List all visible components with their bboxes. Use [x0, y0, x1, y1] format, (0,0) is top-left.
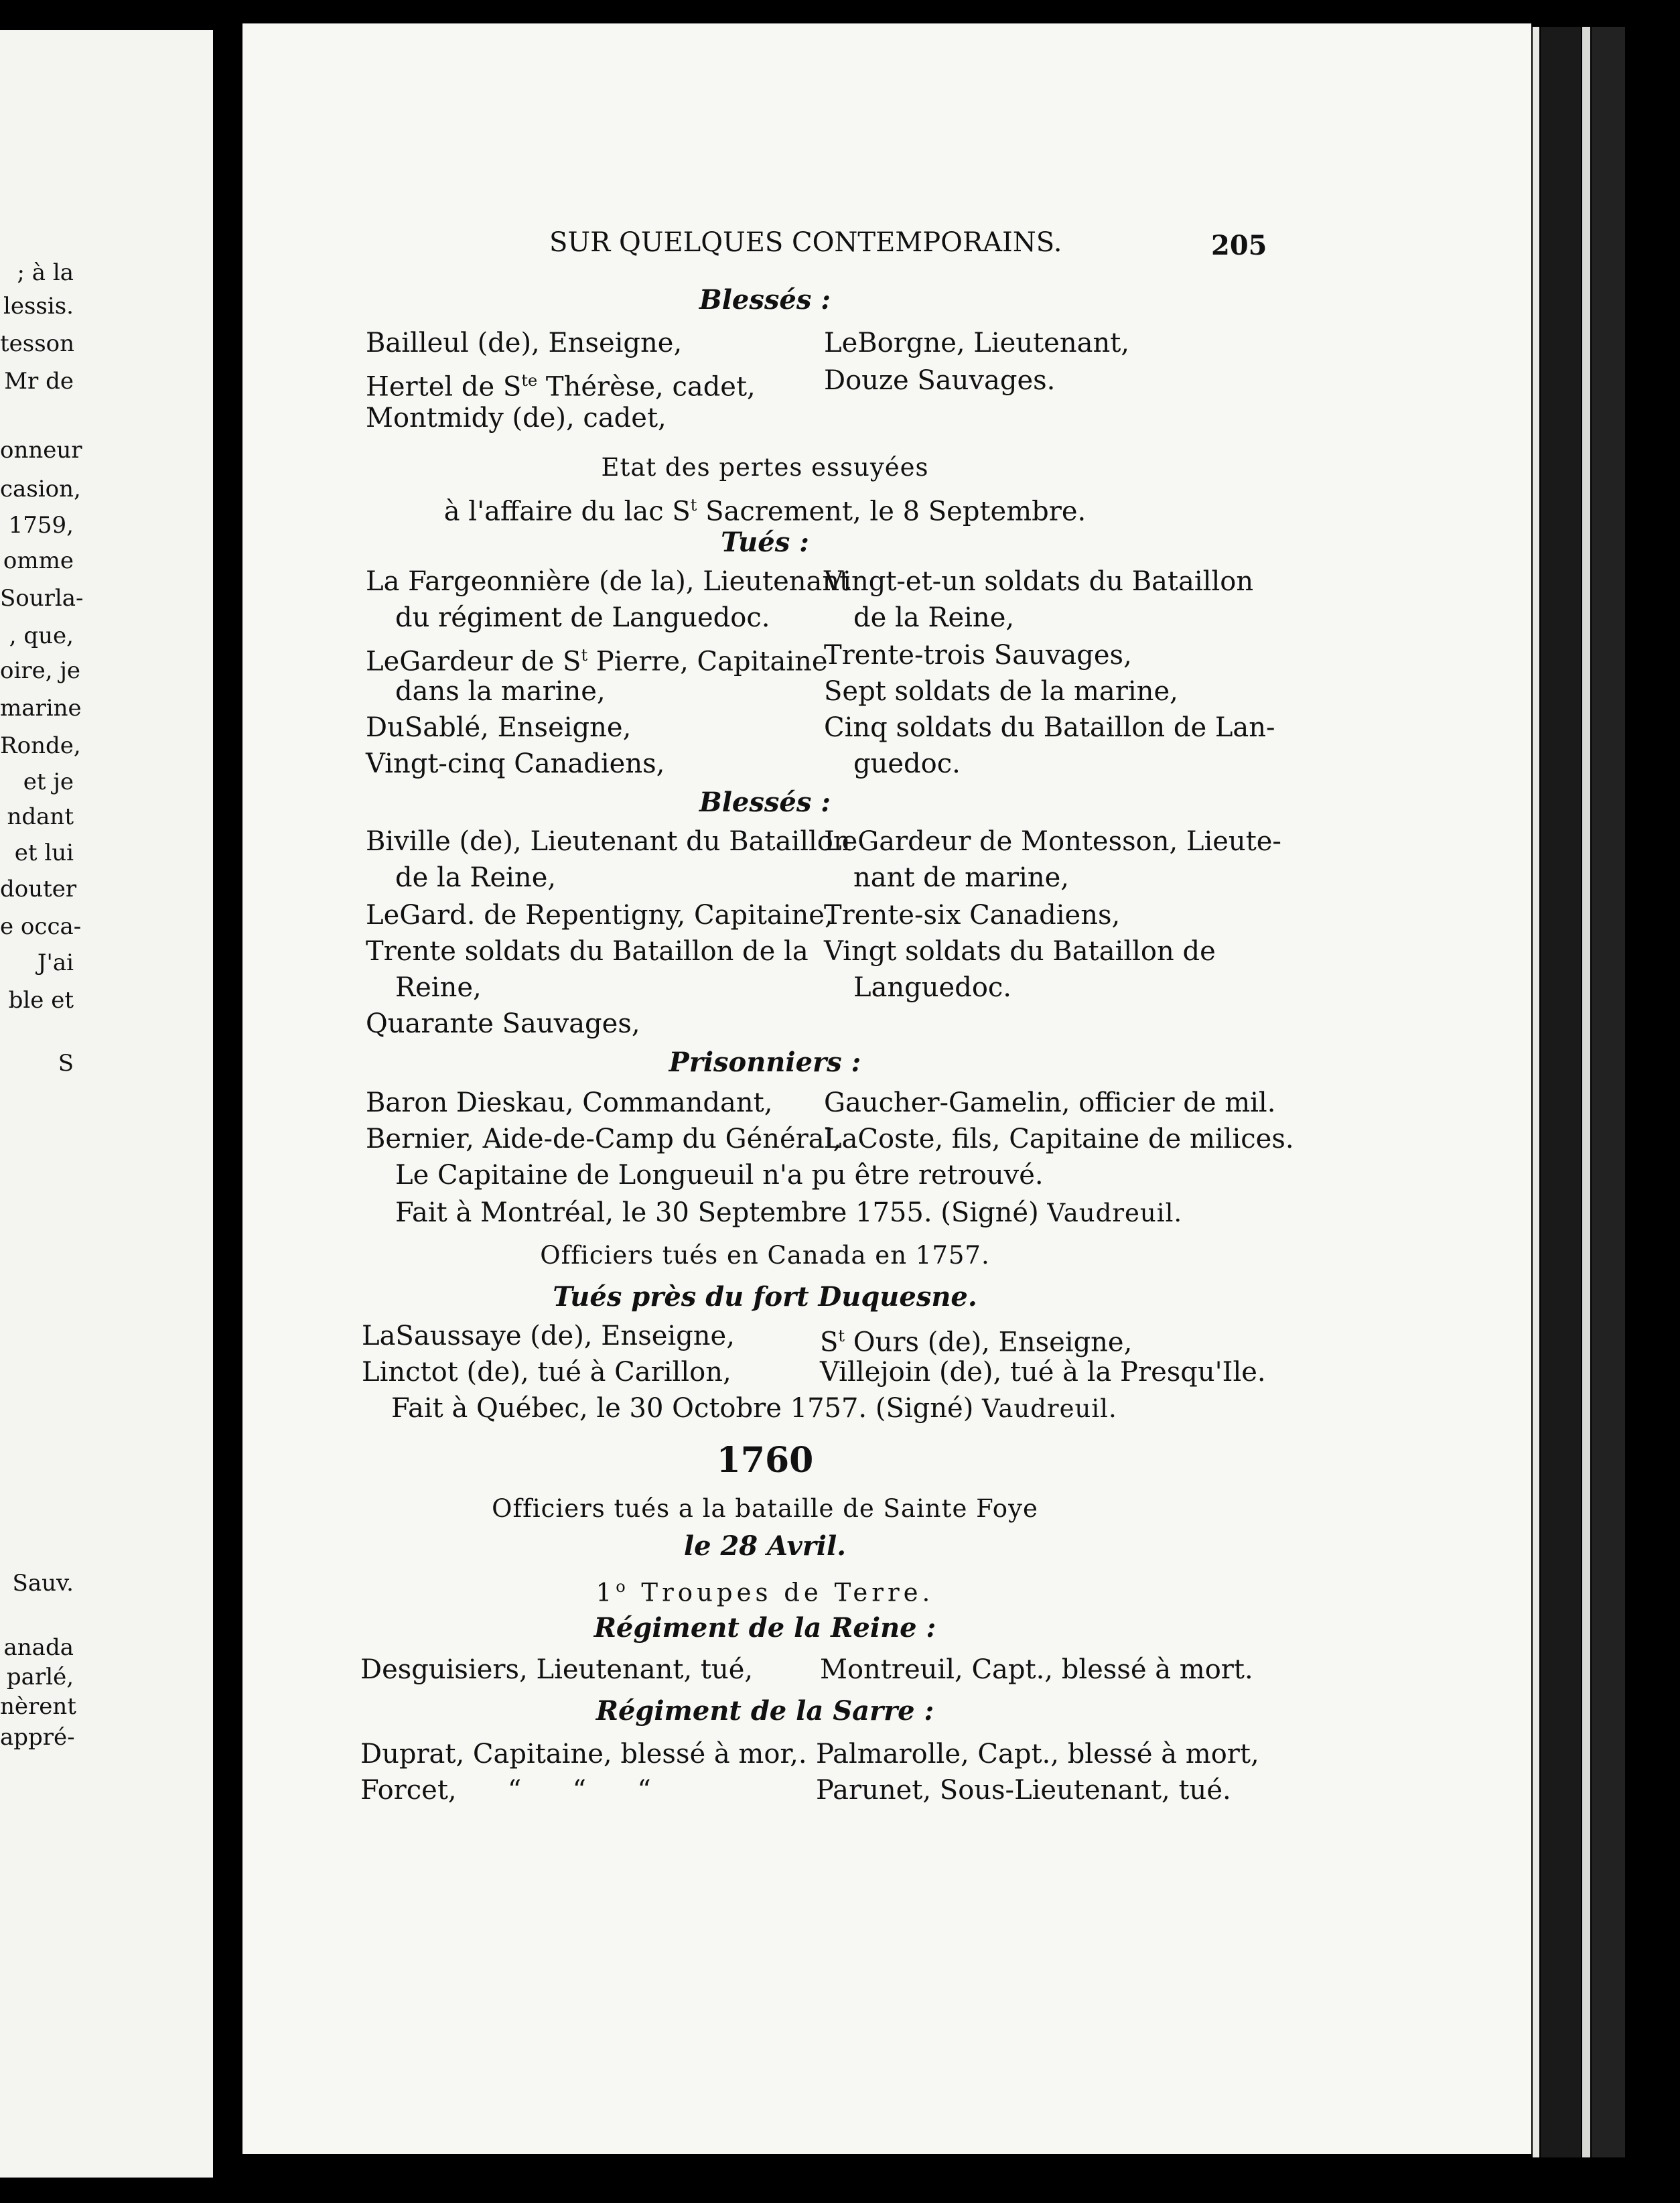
entry: nant de marine,	[853, 862, 1069, 893]
left-page-text-fragment: ble et	[8, 987, 74, 1014]
signature-note: Fait à Montréal, le 30 Septembre 1755. (Signé) Vaudreuil.	[395, 1197, 1183, 1228]
left-page-text-fragment: ndant	[7, 803, 74, 830]
regiment-heading: Régiment de la Sarre :	[596, 1695, 934, 1727]
signature-note: Fait à Québec, le 30 Octobre 1757. (Signé) Vaudreuil.	[391, 1393, 1117, 1424]
entry: LaSaussaye (de), Enseigne,	[362, 1321, 735, 1351]
note: Le Capitaine de Longueuil n'a pu être retrouvé.	[395, 1160, 1044, 1191]
troupes-heading: 1$^o$ Troupes de Terre.	[596, 1577, 934, 1607]
running-title: SUR QUELQUES CONTEMPORAINS.	[549, 227, 1062, 258]
entry: La Fargeonnière (de la), Lieutenant	[366, 566, 851, 597]
entry: Sept soldats de la marine,	[824, 676, 1178, 707]
entry: Trente-trois Sauvages,	[824, 640, 1132, 671]
entry: Cinq soldats du Bataillon de Lan-	[824, 712, 1275, 743]
entry: Vingt soldats du Bataillon de	[824, 936, 1216, 967]
entry: LeGardeur de $S^t$ Pierre, Capitaine	[366, 646, 828, 677]
entry: Montmidy (de), cadet,	[366, 403, 667, 433]
left-page-text-fragment: Sourla-	[0, 585, 84, 612]
entry: Villejoin (de), tué à la Presqu'Ile.	[820, 1357, 1266, 1388]
left-page-text-fragment: appré-	[0, 1724, 75, 1751]
entry: Gaucher-Gamelin, officier de mil.	[824, 1087, 1276, 1118]
entry: du régiment de Languedoc.	[395, 602, 770, 633]
entry: LeGardeur de Montesson, Lieute-	[824, 826, 1281, 857]
entry: DuSablé, Enseigne,	[366, 712, 632, 743]
section-heading-blesses: Blessés :	[699, 787, 831, 818]
left-page-text-fragment: Ronde,	[0, 732, 81, 759]
left-page-text-fragment: marine	[0, 695, 82, 722]
entry: Hertel de $S^{te}$ Thérèse, cadet,	[366, 371, 756, 403]
entry: Forcet, “ “ “	[360, 1775, 651, 1806]
entry: Douze Sauvages.	[824, 365, 1056, 396]
entry: Vingt-cinq Canadiens,	[366, 748, 665, 779]
left-page-text-fragment: nèrent	[0, 1693, 76, 1720]
left-page-text-fragment: onneur	[0, 437, 82, 464]
left-page-text-fragment: oire, je	[0, 657, 80, 684]
entry: dans la marine,	[395, 676, 606, 707]
left-page-text-fragment: tesson	[0, 330, 75, 357]
entry: Baron Dieskau, Commandant,	[366, 1087, 773, 1118]
regiment-heading: Régiment de la Reine :	[593, 1612, 936, 1644]
entry: de la Reine,	[395, 862, 557, 893]
entry: Trente-six Canadiens,	[824, 900, 1121, 931]
entry: Vingt-et-un soldats du Bataillon	[824, 566, 1254, 597]
entry: Reine,	[395, 972, 482, 1003]
page-edge-light-2	[1582, 27, 1590, 2157]
entry: LeBorgne, Lieutenant,	[824, 328, 1129, 358]
section-heading-blesses: Blessés :	[699, 284, 831, 316]
entry: Parunet, Sous-Lieutenant, tué.	[816, 1775, 1231, 1806]
section-title: Officiers tués a la bataille de Sainte Foye	[492, 1494, 1038, 1523]
left-page-text-fragment: 1759,	[8, 512, 74, 539]
entry: Bernier, Aide-de-Camp du Général,	[366, 1124, 842, 1154]
page-edge-light	[1533, 27, 1539, 2157]
left-page-text-fragment: , que,	[9, 622, 74, 649]
left-page-text-fragment: e occa-	[0, 913, 82, 940]
entry: Duprat, Capitaine, blessé à mor,.	[360, 1739, 807, 1770]
entry: LaCoste, fils, Capitaine de milices.	[824, 1124, 1294, 1154]
section-title: Officiers tués en Canada en 1757.	[540, 1241, 990, 1270]
left-page-fragment	[0, 30, 213, 2178]
left-page-text-fragment: parlé,	[6, 1664, 74, 1690]
entry: Linctot (de), tué à Carillon,	[362, 1357, 731, 1388]
book-page	[242, 23, 1531, 2154]
entry: Quarante Sauvages,	[366, 1008, 640, 1039]
section-title: Etat des pertes essuyées	[601, 453, 929, 482]
left-page-text-fragment: ; à la	[17, 259, 74, 286]
left-page-text-fragment: lessis.	[3, 293, 74, 320]
section-subtitle: Tués près du fort Duquesne.	[553, 1281, 977, 1313]
left-page-text-fragment: et je	[23, 769, 74, 795]
left-page-text-fragment: Mr de	[4, 368, 74, 395]
section-heading-tues: Tués :	[721, 527, 809, 558]
page-edge-dark-2	[1592, 27, 1625, 2157]
year-heading: 1760	[716, 1440, 814, 1481]
section-subtitle: à l'affaire du lac $S^t$ Sacrement, le 8 Septembre.	[443, 496, 1087, 527]
entry: $S^t$ Ours (de), Enseigne,	[820, 1327, 1133, 1358]
entry: LeGard. de Repentigny, Capitaine,	[366, 900, 833, 931]
entry: Bailleul (de), Enseigne,	[366, 328, 683, 358]
page-edge-dark	[1541, 27, 1581, 2157]
left-page-text-fragment: et lui	[14, 840, 74, 866]
entry: guedoc.	[853, 748, 961, 779]
left-page-text-fragment: omme	[3, 547, 74, 574]
left-page-text-fragment: S	[58, 1050, 74, 1077]
left-page-text-fragment: Sauv.	[12, 1570, 74, 1597]
entry: Biville (de), Lieutenant du Bataillon	[366, 826, 851, 857]
page-number: 205	[1211, 230, 1267, 261]
entry: Languedoc.	[853, 972, 1012, 1003]
left-page-text-fragment: casion,	[0, 476, 81, 503]
section-date: le 28 Avril.	[683, 1530, 847, 1562]
entry: Desguisiers, Lieutenant, tué,	[360, 1654, 754, 1685]
left-page-text-fragment: J'ai	[37, 949, 74, 976]
entry: de la Reine,	[853, 602, 1015, 633]
left-page-text-fragment: douter	[0, 876, 77, 903]
left-page-text-fragment: anada	[3, 1634, 74, 1661]
entry: Trente soldats du Bataillon de la	[366, 936, 809, 967]
entry: Palmarolle, Capt., blessé à mort,	[816, 1739, 1259, 1770]
section-heading-prisonniers: Prisonniers :	[669, 1047, 861, 1078]
entry: Montreuil, Capt., blessé à mort.	[820, 1654, 1253, 1685]
